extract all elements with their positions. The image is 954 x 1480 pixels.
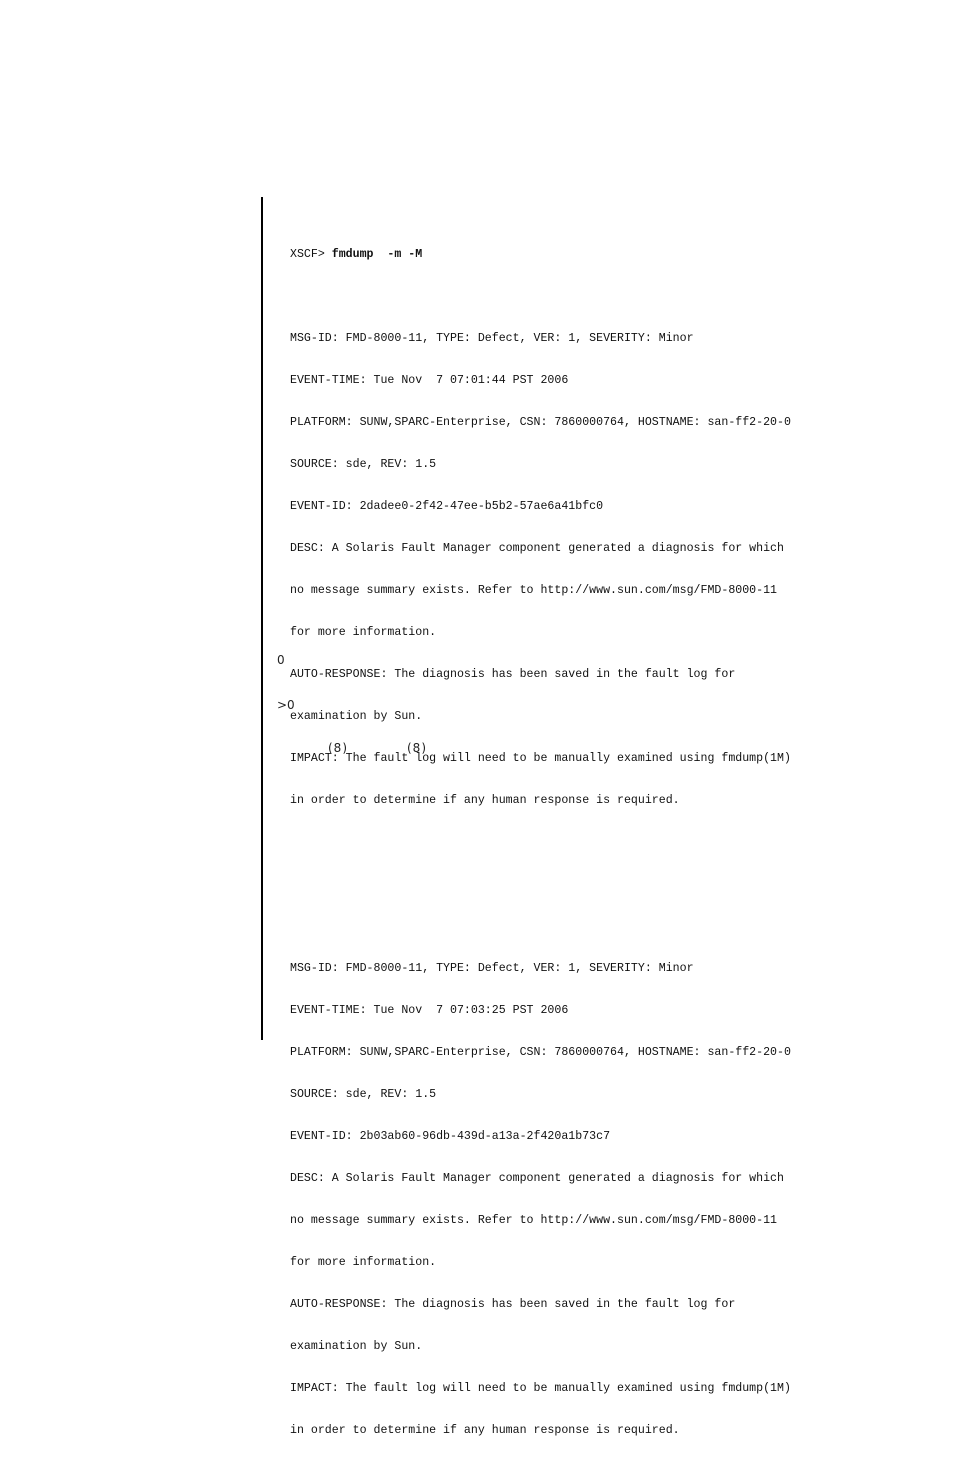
event-line: SOURCE: sde, REV: 1.5 — [290, 1088, 437, 1101]
body-value-zero: 0 — [277, 653, 285, 667]
man-page-section-ref: (8) — [328, 741, 348, 755]
event-line: EVENT-TIME: Tue Nov 7 07:01:44 PST 2006 — [290, 374, 569, 387]
blank-line — [290, 878, 791, 892]
event-line: SOURCE: sde, REV: 1.5 — [290, 458, 437, 471]
event-line: DESC: A Solaris Fault Manager component generated a diagnosis for which — [290, 542, 784, 555]
event-line: in order to determine if any human response is required. — [290, 1424, 680, 1437]
event-line: PLATFORM: SUNW,SPARC-Enterprise, CSN: 7860000764, HOSTNAME: san-ff2-20-0 — [290, 416, 791, 429]
event-line: EVENT-ID: 2dadee0-2f42-47ee-b5b2-57ae6a41bfc0 — [290, 500, 604, 513]
event-line: EVENT-ID: 2b03ab60-96db-439d-a13a-2f420a1b73c7 — [290, 1130, 611, 1143]
event-line: examination by Sun. — [290, 1340, 423, 1353]
command-line — [290, 248, 791, 262]
event-line: examination by Sun. — [290, 710, 423, 723]
code-example — [290, 220, 791, 1480]
event-line: IMPACT: The fault log will need to be manually examined using fmdump(1M) — [290, 1382, 791, 1395]
event-line: no message summary exists. Refer to http://www.sun.com/msg/FMD-8000-11 — [290, 584, 778, 597]
event-line: AUTO-RESPONSE: The diagnosis has been saved in the fault log for — [290, 668, 736, 681]
body-value-greater-than-zero: >0 — [277, 698, 295, 712]
event-record-1 — [290, 304, 791, 836]
event-line: no message summary exists. Refer to http://www.sun.com/msg/FMD-8000-11 — [290, 1214, 778, 1227]
change-bar — [261, 197, 263, 1040]
event-line: DESC: A Solaris Fault Manager component generated a diagnosis for which — [290, 1172, 784, 1185]
event-record-2 — [290, 934, 791, 1466]
event-line: MSG-ID: FMD-8000-11, TYPE: Defect, VER: 1, SEVERITY: Minor — [290, 962, 694, 975]
event-line: in order to determine if any human response is required. — [290, 794, 680, 807]
command-text: fmdump -m -M — [331, 248, 423, 261]
event-line: for more information. — [290, 626, 437, 639]
event-line: AUTO-RESPONSE: The diagnosis has been saved in the fault log for — [290, 1298, 736, 1311]
event-line: PLATFORM: SUNW,SPARC-Enterprise, CSN: 7860000764, HOSTNAME: san-ff2-20-0 — [290, 1046, 791, 1059]
man-page-section-ref: (8) — [407, 741, 427, 755]
event-line: for more information. — [290, 1256, 437, 1269]
event-line: MSG-ID: FMD-8000-11, TYPE: Defect, VER: 1, SEVERITY: Minor — [290, 332, 694, 345]
event-line: IMPACT: The fault log will need to be manually examined using fmdump(1M) — [290, 752, 791, 765]
event-line: EVENT-TIME: Tue Nov 7 07:03:25 PST 2006 — [290, 1004, 569, 1017]
shell-prompt: XSCF> — [290, 248, 332, 261]
